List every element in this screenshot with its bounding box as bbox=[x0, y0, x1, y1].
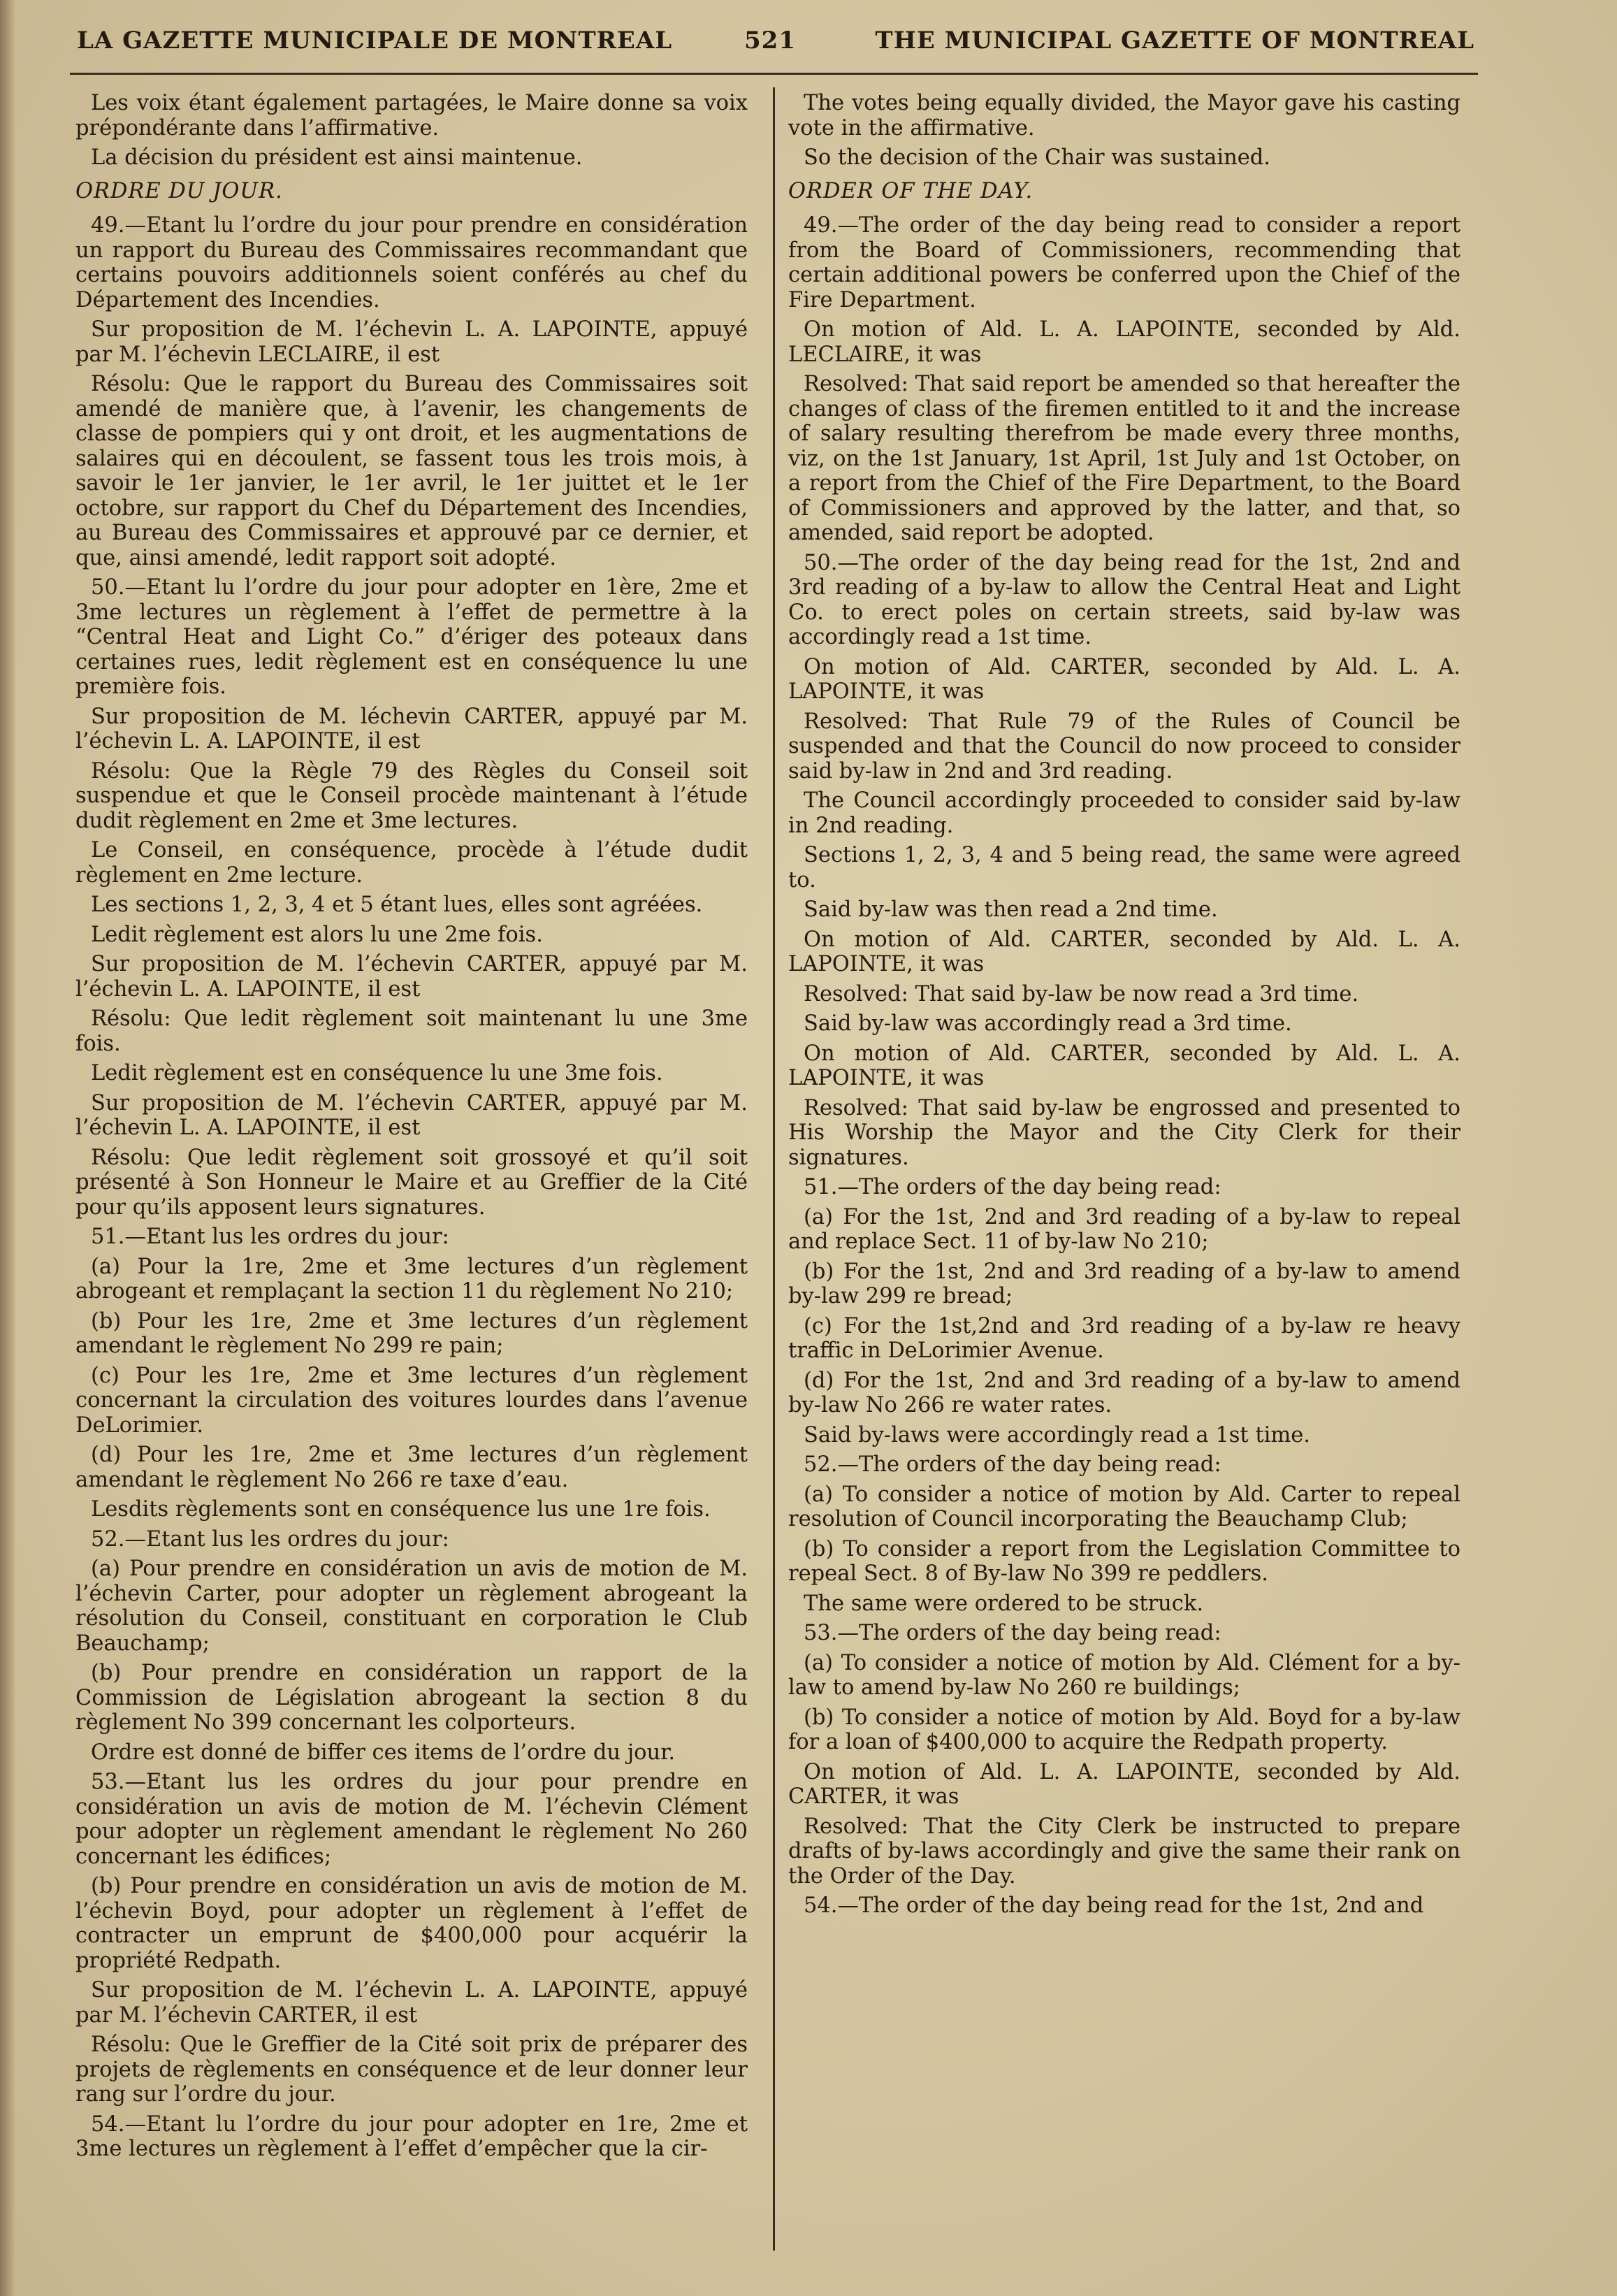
paragraph: (b) Pour prendre en considération un rapport de la Commission de Législation abrogeant la section 8 du règlement No 399 concernant les colporteurs. bbox=[75, 1661, 748, 1735]
paragraph: (b) To consider a notice of motion by Ald. Boyd for a by-law for a loan of $400,000 to acquire the Redpath property. bbox=[788, 1705, 1460, 1754]
paragraph: 53.—Etant lus les ordres du jour pour prendre en considération un avis de motion de M. l’échevin Clément pour adopter un règlement amendant le règlement No 260 concernant les édifices; bbox=[75, 1770, 748, 1869]
french-column bbox=[75, 91, 748, 2167]
paragraph: Ordre est donné de biffer ces items de l’ordre du jour. bbox=[91, 1740, 676, 1765]
paragraph: 53.—The orders of the day being read: bbox=[804, 1621, 1221, 1645]
paragraph: (b) Pour prendre en considération un avis de motion de M. l’échevin Boyd, pour adopter un règlement à l’effet de contracter un emprunt de $400,000 pour acquérir la propriété Redpath. bbox=[75, 1874, 748, 1973]
paragraph: Sur proposition de M. l’échevin L. A. LAPOINTE, appuyé par M. l’échevin LECLAIRE, il est bbox=[75, 317, 748, 367]
header-left-title: LA GAZETTE MUNICIPALE DE MONTREAL bbox=[77, 27, 673, 55]
paragraph: Les sections 1, 2, 3, 4 et 5 étant lues, elles sont agréées. bbox=[91, 893, 703, 917]
paragraph: (c) Pour les 1re, 2me et 3me lectures d’un règlement concernant la circulation des voitures lourdes dans l’avenue DeLorimier. bbox=[75, 1363, 748, 1438]
paragraph: (a) Pour la 1re, 2me et 3me lectures d’un règlement abrogeant et remplaçant la section 11 du règlement No 210; bbox=[75, 1254, 748, 1304]
paragraph: On motion of Ald. CARTER, seconded by Ald. L. A. LAPOINTE, it was bbox=[788, 1041, 1460, 1090]
paragraph: Said by-laws were accordingly read a 1st time. bbox=[804, 1422, 1311, 1447]
paragraph: (d) For the 1st, 2nd and 3rd reading of a by-law to amend by-law No 266 re water rates. bbox=[788, 1368, 1460, 1417]
page-edge-shadow bbox=[0, 0, 15, 2296]
paragraph: 50.—The order of the day being read for the 1st, 2nd and 3rd reading of a by-law to allow the Central Heat and Light Co. to erect poles on certain streets, said by-law was accordingly read a 1st time. bbox=[788, 550, 1460, 649]
paragraph: Le Conseil, en conséquence, procède à l’étude dudit règlement en 2me lecture. bbox=[75, 838, 748, 888]
paragraph: Sections 1, 2, 3, 4 and 5 being read, the same were agreed to. bbox=[788, 843, 1460, 893]
paragraph: 54.—The order of the day being read for the 1st, 2nd and bbox=[804, 1893, 1424, 1918]
paragraph: Résolu: Que ledit règlement soit maintenant lu une 3me fois. bbox=[75, 1006, 748, 1056]
paragraph: (a) To consider a notice of motion by Ald. Carter to repeal resolution of Council incorporating the Beauchamp Club; bbox=[788, 1482, 1460, 1531]
paragraph: Lesdits règlements sont en conséquence lus une 1re fois. bbox=[91, 1497, 711, 1522]
paragraph: Resolved: That said report be amended so that hereafter the changes of class of the firemen entitled to it and the increase of salary resulting therefrom be made every three months, viz, on the 1st January, 1st April, 1st July and 1st October, on a report from the Chief of the Fire Department, to the Board of Commissioners and approved by the latter, and that, so amended, said report be adopted. bbox=[788, 372, 1460, 545]
paragraph: Sur proposition de M. l’échevin CARTER, appuyé par M. l’échevin L. A. LAPOINTE, il est bbox=[75, 952, 748, 1002]
paragraph: (b) For the 1st, 2nd and 3rd reading of a by-law to amend by-law 299 re bread; bbox=[788, 1259, 1460, 1308]
paragraph: Resolved: That Rule 79 of the Rules of Council be suspended and that the Council do now proceed to consider said by-law in 2nd and 3rd reading. bbox=[788, 709, 1460, 784]
paragraph: On motion of Ald. L. A. LAPOINTE, seconded by Ald. LECLAIRE, it was bbox=[788, 317, 1460, 367]
paragraph: 52.—Etant lus les ordres du jour: bbox=[91, 1526, 449, 1552]
paragraph: Résolu: Que le rapport du Bureau des Commissaires soit amendé de manière que, à l’avenir, les changements de classe de pompiers qui y ont droit, et les augmentations de salaires qui en découlent, se fassent tous les trois mois, à savoir le 1er janvier, le 1er avril, le 1er juittet et le 1er octobre, sur rapport du Chef du Département des Incendies, au Bureau des Commissaires et approuvé par ce dernier, et que, ainsi amendé, ledit rapport soit adopté. bbox=[75, 372, 748, 570]
paragraph: 54.—Etant lu l’ordre du jour pour adopter en 1re, 2me et 3me lectures un règlement à l’effet d’empêcher que la cir- bbox=[75, 2111, 748, 2161]
paragraph: (a) For the 1st, 2nd and 3rd reading of a by-law to repeal and replace Sect. 11 of by-law No 210; bbox=[788, 1204, 1460, 1254]
paragraph: Said by-law was then read a 2nd time. bbox=[804, 897, 1218, 922]
paragraph: (a) To consider a notice of motion by Ald. Clément for a by-law to amend by-law No 260 re buildings; bbox=[788, 1650, 1460, 1700]
paragraph: On motion of Ald. L. A. LAPOINTE, seconded by Ald. CARTER, it was bbox=[788, 1759, 1460, 1809]
paragraph: So the decision of the Chair was sustained. bbox=[804, 145, 1270, 170]
paragraph: On motion of Ald. CARTER, seconded by Ald. L. A. LAPOINTE, it was bbox=[788, 927, 1460, 976]
paragraph: On motion of Ald. CARTER, seconded by Ald. L. A. LAPOINTE, it was bbox=[788, 654, 1460, 704]
paragraph: 49.—The order of the day being read to consider a report from the Board of Commissioners, recommending that certain additional powers be conferred upon the Chief of the Fire Department. bbox=[788, 213, 1460, 312]
paragraph: Sur proposition de M. l’échevin CARTER, appuyé par M. l’échevin L. A. LAPOINTE, il est bbox=[75, 1090, 748, 1140]
paragraph: Résolu: Que le Greffier de la Cité soit prix de préparer des projets de règlements en conséquence et de leur donner leur rang sur l’ordre du jour. bbox=[75, 2033, 748, 2107]
paragraph: Ledit règlement est en conséquence lu une 3me fois. bbox=[91, 1061, 663, 1085]
paragraph: 51.—The orders of the day being read: bbox=[804, 1175, 1221, 1199]
paragraph: Resolved: That said by-law be engrossed and presented to His Worship the Mayor and the City Clerk for their signatures. bbox=[788, 1095, 1460, 1170]
section-heading: ORDER OF THE DAY. bbox=[788, 178, 1034, 203]
paragraph: Sur proposition de M. l’échevin L. A. LAPOINTE, appuyé par M. l’échevin CARTER, il est bbox=[75, 1978, 748, 2028]
paragraph: (d) Pour les 1re, 2me et 3me lectures d’un règlement amendant le règlement No 266 re taxe d’eau. bbox=[75, 1443, 748, 1492]
paragraph: The same were ordered to be struck. bbox=[804, 1591, 1204, 1616]
paragraph: Sur proposition de M. léchevin CARTER, appuyé par M. l’échevin L. A. LAPOINTE, il est bbox=[75, 704, 748, 753]
paragraph: Ledit règlement est alors lu une 2me fois. bbox=[91, 922, 543, 947]
paragraph: (b) To consider a report from the Legislation Committee to repeal Sect. 8 of By-law No 399 re peddlers. bbox=[788, 1536, 1460, 1586]
paragraph: The votes being equally divided, the Mayor gave his casting vote in the affirmative. bbox=[788, 91, 1460, 140]
paragraph: 50.—Etant lu l’ordre du jour pour adopter en 1ère, 2me et 3me lectures un règlement à l’effet de permettre à la “Central Heat and Light Co.” d’ériger des poteaux dans certaines rues, ledit règlement est en conséquence lu une première fois. bbox=[75, 575, 748, 699]
paragraph: (c) For the 1st,2nd and 3rd reading of a by-law re heavy traffic in DeLorimier Avenue. bbox=[788, 1313, 1460, 1363]
paragraph: Résolu: Que la Règle 79 des Règles du Conseil soit suspendue et que le Conseil procède maintenant à l’étude dudit règlement en 2me et 3me lectures. bbox=[75, 758, 748, 833]
header-rule bbox=[70, 73, 1478, 75]
paragraph: Resolved: That the City Clerk be instructed to prepare drafts of by-laws accordingly and give the same their rank on the Order of the Day. bbox=[788, 1814, 1460, 1889]
paragraph: 49.—Etant lu l’ordre du jour pour prendre en considération un rapport du Bureau des Commissaires recommandant que certains pouvoirs additionnels soient conférés au chef du Département des Incendies. bbox=[75, 213, 748, 312]
paragraph: Les voix étant également partagées, le Maire donne sa voix prépondérante dans l’affirmative. bbox=[75, 91, 748, 140]
header-right-title: THE MUNICIPAL GAZETTE OF MONTREAL bbox=[875, 27, 1474, 55]
english-column bbox=[788, 91, 1460, 1923]
paragraph: La décision du président est ainsi maintenue. bbox=[91, 145, 583, 170]
paragraph: (b) Pour les 1re, 2me et 3me lectures d’un règlement amendant le règlement No 299 re pain; bbox=[75, 1308, 748, 1358]
paragraph: 51.—Etant lus les ordres du jour: bbox=[91, 1225, 449, 1249]
paragraph: The Council accordingly proceeded to consider said by-law in 2nd reading. bbox=[788, 788, 1460, 838]
column-divider bbox=[773, 87, 775, 2251]
paragraph: Résolu: Que ledit règlement soit grossoyé et qu’il soit présenté à Son Honneur le Maire et au Greffier de la Cité pour qu’ils apposent leurs signatures. bbox=[75, 1145, 748, 1220]
paragraph: Said by-law was accordingly read a 3rd time. bbox=[804, 1011, 1292, 1036]
paragraph: Resolved: That said by-law be now read a 3rd time. bbox=[804, 981, 1359, 1006]
page-number: 521 bbox=[744, 27, 796, 55]
paragraph: (a) Pour prendre en considération un avis de motion de M. l’échevin Carter, pour adopter un règlement abrogeant la résolution du Conseil, constituant en corporation le Club Beauchamp; bbox=[75, 1557, 748, 1656]
section-heading: ORDRE DU JOUR. bbox=[75, 178, 283, 203]
page-header bbox=[70, 21, 1474, 66]
paragraph: 52.—The orders of the day being read: bbox=[804, 1452, 1221, 1477]
